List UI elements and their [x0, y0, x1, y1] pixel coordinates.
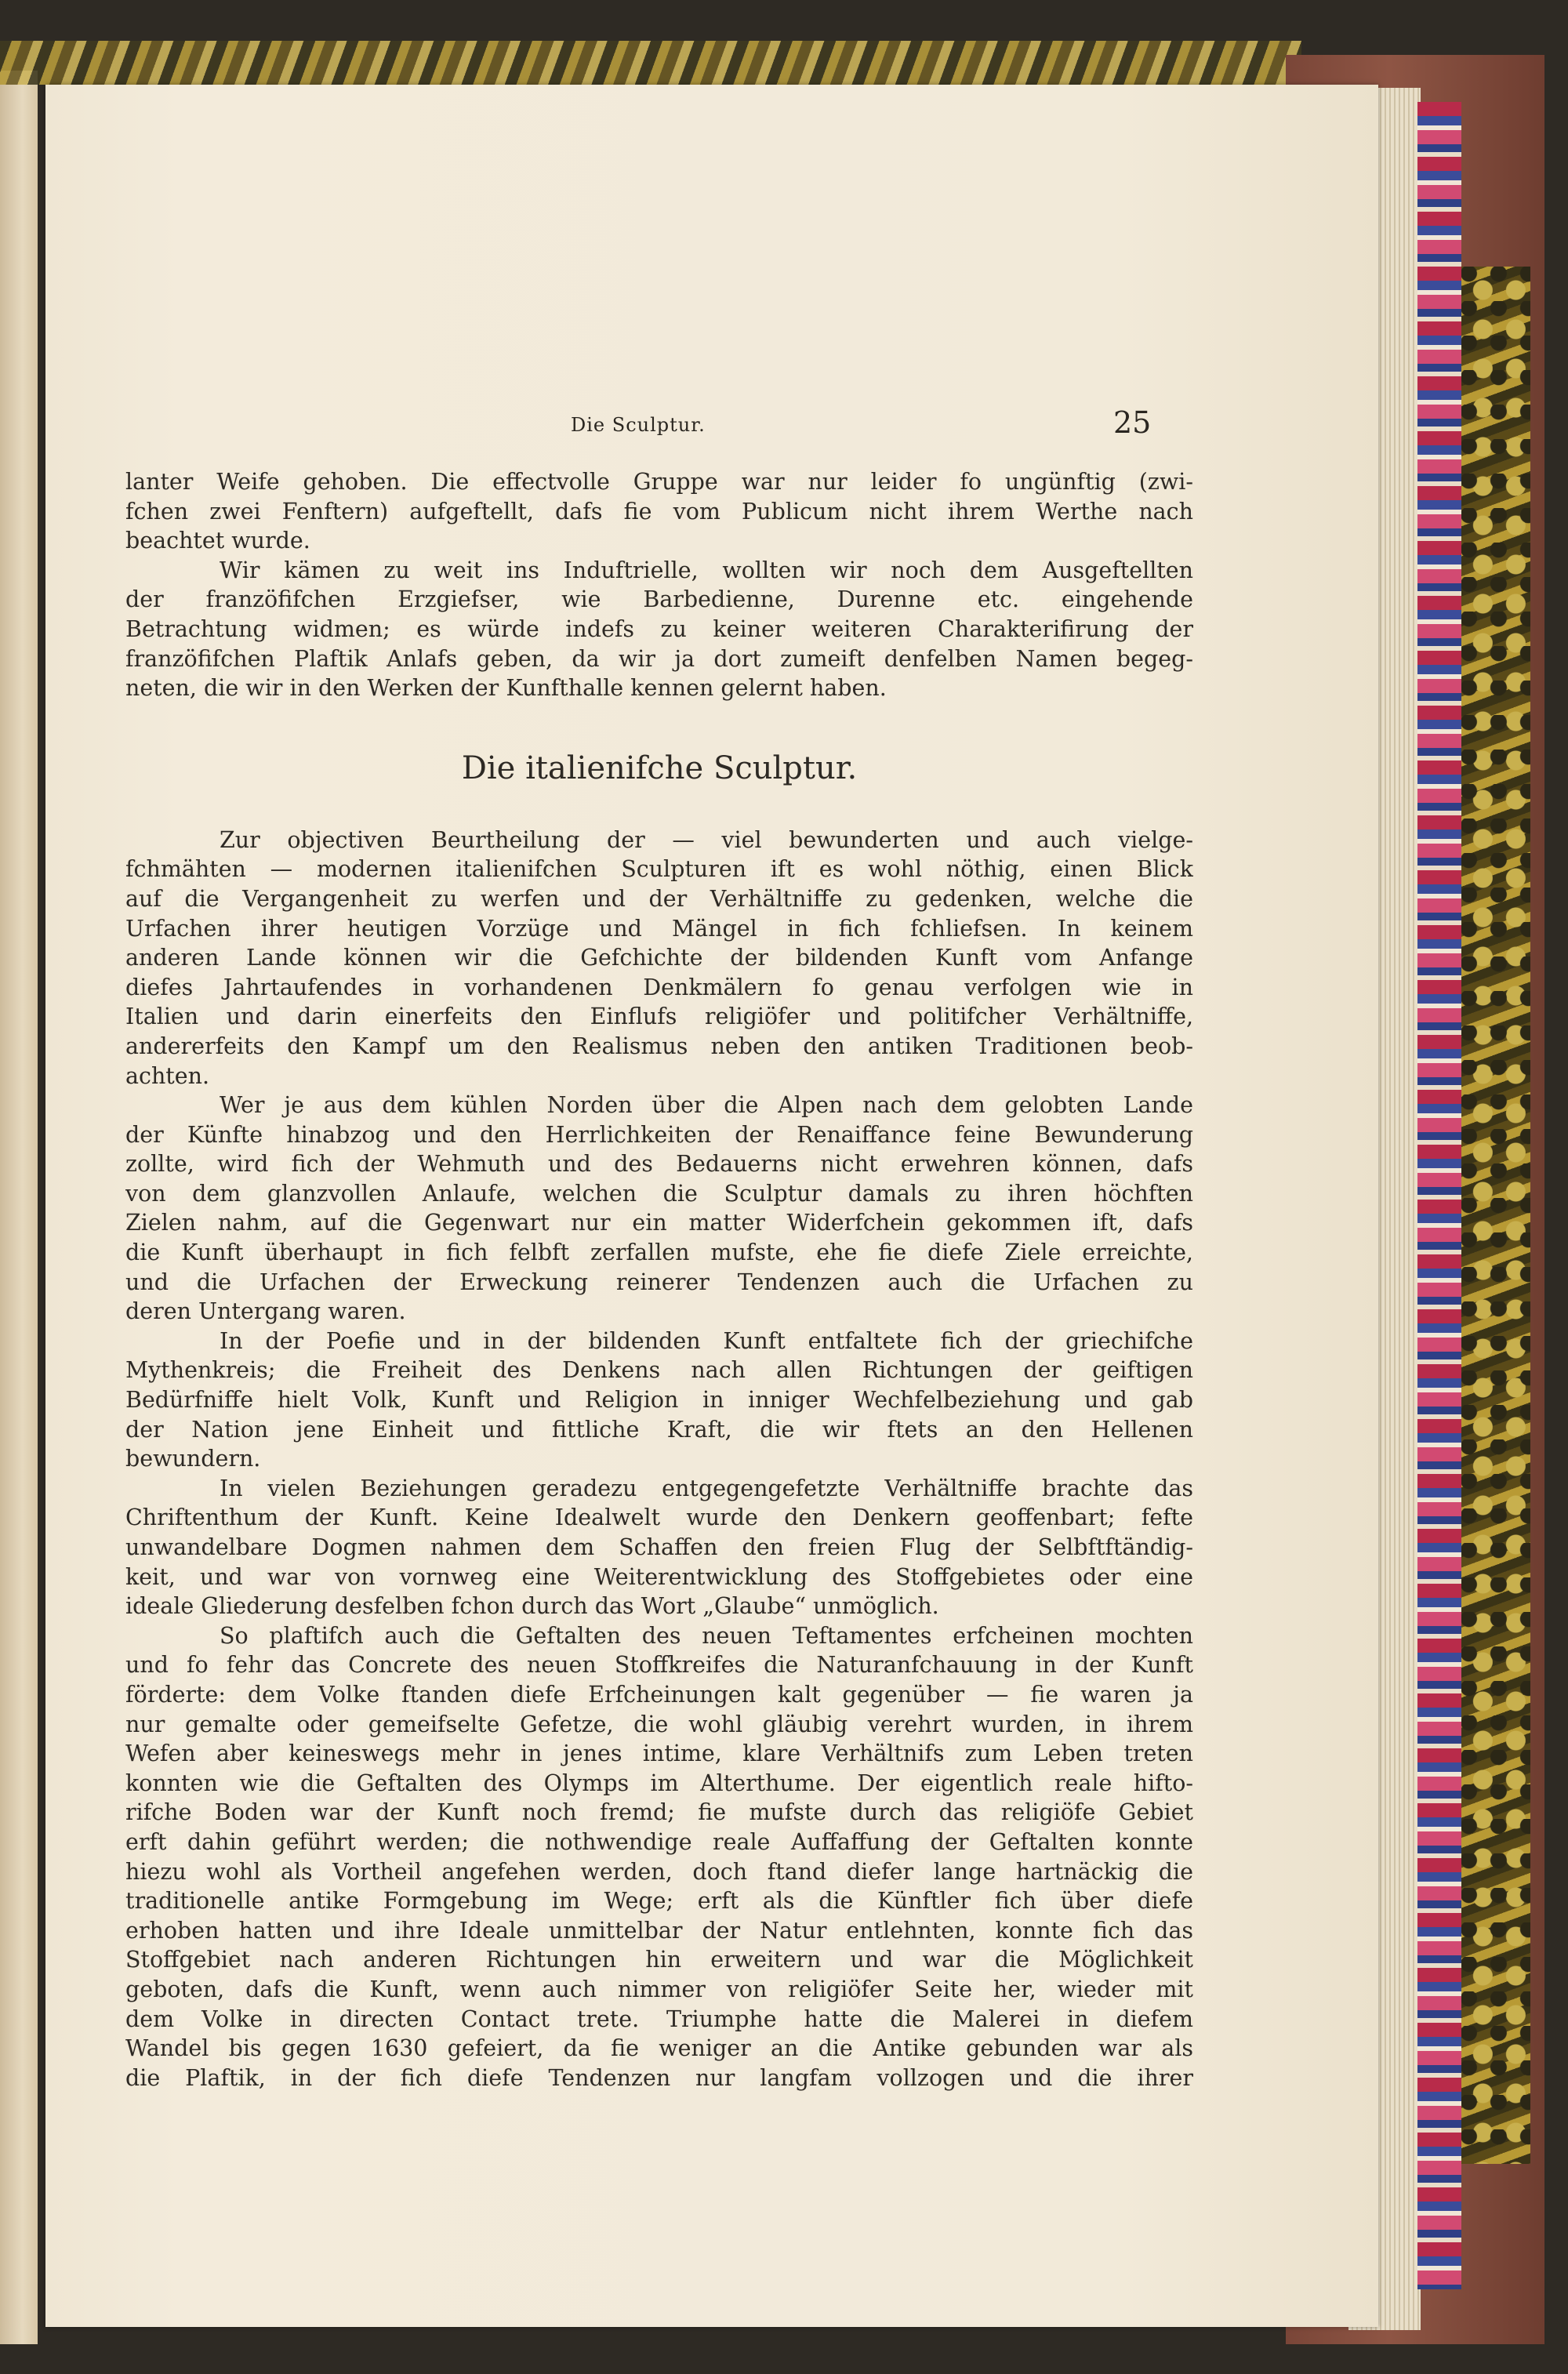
- paragraph: [125, 1621, 1193, 2093]
- running-head-title: Die Sculptur.: [571, 414, 706, 436]
- text-line: andererfeits den Kampf um den Realismus neben den antiken Traditionen beob-: [125, 1033, 1193, 1059]
- text-line: In der Poefie und in der bildenden Kunft entfaltete fich der griechifche: [220, 1327, 1193, 1354]
- facing-page-edge: [0, 71, 38, 2344]
- text-line: der Künfte hinabzog und den Herrlichkeiten der Renaiffance feine Bewunderung: [125, 1121, 1193, 1148]
- text-line: Wandel bis gegen 1630 gefeiert, da fie weniger an die Antike gebunden war als: [125, 2035, 1193, 2062]
- text-line: Zielen nahm, auf die Gegenwart nur ein matter Widerfchein gekommen ift, dafs: [125, 1210, 1193, 1236]
- body-text: [125, 467, 1193, 2093]
- marbled-page-edge: [1417, 102, 1461, 2289]
- text-line: förderte: dem Volke ftanden diefe Erfcheinungen kalt gegenüber — fie waren ja: [125, 1681, 1193, 1708]
- paragraph: [125, 1327, 1193, 1474]
- text-line: achten.: [125, 1062, 210, 1089]
- text-line: unwandelbare Dogmen nahmen dem Schaffen den freien Flug der Selbftftändig-: [125, 1534, 1193, 1560]
- text-line: geboten, dafs die Kunft, wenn auch nimmer von religiöfer Seite her, wieder mit: [125, 1976, 1193, 2002]
- paragraph: [125, 467, 1193, 556]
- text-line: die Plaftik, in der fich diefe Tendenzen nur langfam vollzogen und die ihrer: [125, 2064, 1193, 2091]
- text-line: die Kunft überhaupt in fich felbft zerfallen mufste, ehe fie diefe Ziele erreichte,: [125, 1240, 1193, 1266]
- text-line: erhoben hatten und ihre Ideale unmittelbar der Natur entlehnten, konnte fich das: [125, 1917, 1193, 1944]
- text-line: So plaftifch auch die Geftalten des neuen Teftamentes erfcheinen mochten: [220, 1622, 1193, 1649]
- text-line: In vielen Beziehungen geradezu entgegengefetzte Verhältniffe brachte das: [220, 1475, 1193, 1501]
- section-heading: Die italienifche Sculptur.: [461, 750, 858, 786]
- text-line: Urfachen ihrer heutigen Vorzüge und Mängel in fich fchliefsen. In keinem: [125, 915, 1193, 942]
- text-line: konnten wie die Geftalten des Olymps im Alterthume. Der eigentlich reale hifto-: [125, 1770, 1193, 1796]
- text-line: franzöfifchen Plaftik Anlafs geben, da wir ja dort zumeift denfelben Namen begeg-: [125, 645, 1193, 672]
- text-line: anderen Lande können wir die Gefchichte der bildenden Kunft vom Anfange: [125, 945, 1193, 971]
- text-line: ideale Gliederung desfelben fchon durch das Wort „Glaube“ unmöglich.: [125, 1593, 939, 1620]
- marbled-endpaper: [1460, 267, 1530, 2164]
- paragraph: [125, 1091, 1193, 1327]
- text-line: und fo fehr das Concrete des neuen Stoffkreifes die Naturanfchauung in der Kunft: [125, 1652, 1193, 1679]
- text-line: diefes Jahrtaufendes in vorhandenen Denkmälern fo genau verfolgen wie in: [125, 974, 1193, 1000]
- text-line: Bedürfniffe hielt Volk, Kunft und Religion in inniger Wechfelbeziehung und gab: [125, 1387, 1193, 1414]
- text-line: Zur objectiven Beurtheilung der — viel bewunderten und auch vielge-: [220, 826, 1193, 853]
- text-line: hiezu wohl als Vortheil angefehen werden, doch ftand diefer lange hartnäckig die: [125, 1858, 1193, 1885]
- page-number: 25: [1113, 405, 1152, 440]
- text-line: auf die Vergangenheit zu werfen und der Verhältniffe zu gedenken, welche die: [125, 885, 1193, 912]
- text-line: keit, und war von vornweg eine Weiterentwicklung des Stoffgebietes oder eine: [125, 1563, 1193, 1590]
- text-line: fchen zwei Fenftern) aufgeftellt, dafs fie vom Publicum nicht ihrem Werthe nach: [125, 498, 1193, 525]
- section-heading-block: [125, 725, 1193, 811]
- text-line: der franzöfifchen Erzgiefser, wie Barbedienne, Durenne etc. eingehende: [125, 586, 1193, 613]
- text-line: neten, die wir in den Werken der Kunfthalle kennen gelernt haben.: [125, 675, 887, 702]
- paragraph: [125, 1474, 1193, 1621]
- paragraph: [125, 556, 1193, 703]
- text-line: zollte, wird fich der Wehmuth und des Bedauerns nicht erwehren können, dafs: [125, 1151, 1193, 1178]
- text-line: und die Urfachen der Erweckung reinerer Tendenzen auch die Urfachen zu: [125, 1269, 1193, 1295]
- text-line: nur gemalte oder gemeifselte Gefetze, die wohl gläubig verehrt wurden, in ihrem: [125, 1711, 1193, 1737]
- text-line: dem Volke in directen Contact trete. Triumphe hatte die Malerei in diefem: [125, 2006, 1193, 2032]
- text-line: Italien und darin einerfeits den Einflufs religiöfer und politifcher Verhältniffe,: [125, 1004, 1193, 1030]
- paragraph: [125, 826, 1193, 1091]
- text-line: deren Untergang waren.: [125, 1298, 406, 1325]
- text-line: Chriftenthum der Kunft. Keine Idealwelt wurde den Denkern geoffenbart; fefte: [125, 1505, 1193, 1531]
- text-line: beachtet wurde.: [125, 528, 310, 554]
- text-line: bewundern.: [125, 1446, 261, 1472]
- text-line: Wer je aus dem kühlen Norden über die Alpen nach dem gelobten Lande: [220, 1092, 1193, 1119]
- text-line: von dem glanzvollen Anlaufe, welchen die Sculptur damals zu ihren höchften: [125, 1180, 1193, 1207]
- running-head: [45, 328, 1378, 440]
- text-line: Betrachtung widmen; es würde indefs zu keiner weiteren Charakterifirung der: [125, 615, 1193, 642]
- book-page: [45, 85, 1378, 2327]
- text-line: Mythenkreis; die Freiheit des Denkens nach allen Richtungen der geiftigen: [125, 1357, 1193, 1384]
- text-line: traditionelle antike Formgebung im Wege; erft als die Künftler fich über diefe: [125, 1888, 1193, 1915]
- text-line: Wir kämen zu weit ins Induftrielle, wollten wir noch dem Ausgeftellten: [220, 557, 1193, 583]
- text-line: der Nation jene Einheit und fittliche Kraft, die wir ftets an den Hellenen: [125, 1416, 1193, 1443]
- text-line: rifche Boden war der Kunft noch fremd; fie mufste durch das religiöfe Gebiet: [125, 1799, 1193, 1826]
- text-line: Wefen aber keineswegs mehr in jenes intime, klare Verhältnifs zum Leben treten: [125, 1741, 1193, 1767]
- marbled-cover-top: [0, 41, 1301, 85]
- text-line: erft dahin geführt werden; die nothwendige reale Auffaffung der Geftalten konnte: [125, 1828, 1193, 1855]
- text-line: lanter Weife gehoben. Die effectvolle Gruppe war nur leider fo ungünftig (zwi-: [125, 469, 1193, 495]
- text-line: Stoffgebiet nach anderen Richtungen hin erweitern und war die Möglichkeit: [125, 1947, 1193, 1973]
- text-line: fchmähten — modernen italienifchen Sculpturen ift es wohl nöthig, einen Blick: [125, 856, 1193, 883]
